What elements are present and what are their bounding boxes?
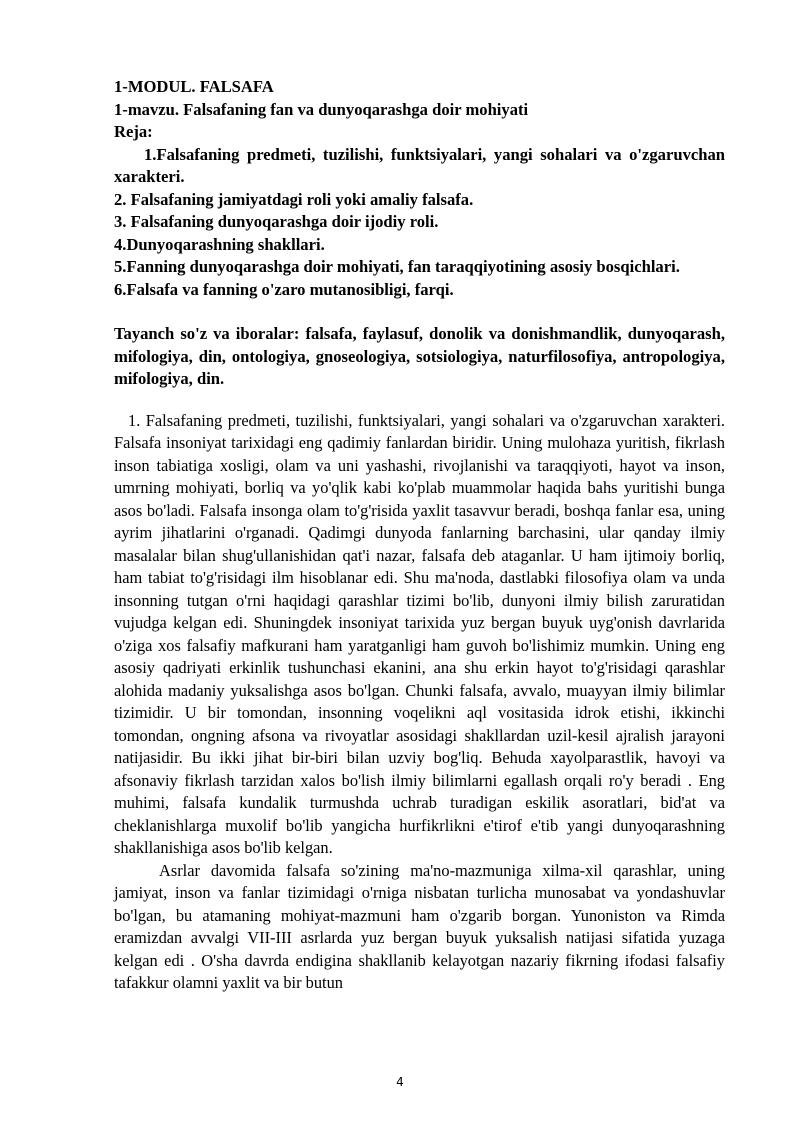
plan-item: 5.Fanning dunyoqarashga doir mohiyati, fan taraqqiyotining asosiy bosqichlari. bbox=[114, 257, 680, 276]
topic-title: 1-mavzu. Falsafaning fan va dunyoqarashga doir mohiyati bbox=[114, 99, 529, 119]
document-page bbox=[114, 76, 725, 995]
plan-item: 2. Falsafaning jamiyatdagi roli yoki amaliy falsafa. bbox=[114, 189, 474, 209]
plan-label: Reja: bbox=[114, 122, 153, 141]
body-paragraph: 1. Falsafaning predmeti, tuzilishi, funktsiyalari, yangi sohalari va o'zgaruvchan xarakteri. Falsafa insoniyat tarixidagi eng qadimiy fanlardan biridir. Uning mulohaza yuritish, fikrlash inson tabiatiga xosligi, olam va uni yashashi, rivojlanishi va taraqqiyoti, hayot va inson, umrning mohiyati, borliq va yo'qlik kabi ko'plab muammolar haqida bahs yuritishi bunga asos bo'ladi. Falsafa insonga olam to'g'risida yaxlit tasavvur beradi, boshqa fanlar esa, uning ayrim jihatlarini o'rganadi. Qadimgi dunyoda fanlarning barchasini, ular qanday ilmiy masalalar bilan shug'ullanishidan qat'i nazar, falsafa deb ataganlar. U ham ijtimoiy borliq, ham tabiat to'g'risidagi ilm hisoblanar edi. Shu ma'noda, dastlabki filosofiya olam va unda insonning tutgan o'rni haqidagi qarashlar tizimi bo'lib, dunyoni ilmiy bilish zaruratidan vujudga kelgan edi. Shuningdek insoniyat tarixida yuz bergan buyuk uyg'onish davrlarida o'ziga xos falsafiy mafkurani ham yaratganligi ham guvoh bo'lishimiz mumkin. Uning eng asosiy qadriyati erkinlik tushunchasi ekanini, ana shu erkin hayot to'g'risidagi qarashlar alohida madaniy yuksalishga asos bo'lgan. Chunki falsafa, avvalo, muayyan ilmiy bilimlar tizimidir. U bir tomondan, insonning voqelikni aql vositasida idrok etishi, ikkinchi tomondan, ongning afsona va rivoyatlar asosidagi shakllardan uzil-kesil ajralish jarayoni natijasidir. Bu ikki jihat bir-biri bilan uzviy bog'liq. Behuda xayolparastlik, havoyi va afsonaviy fikrlash tarzidan xalos bo'lish ilmiy bilimlarni egallash orqali ro'y beradi . Eng muhimi, falsafa kundalik turmushda uchrab turadigan eskilik asoratlari, bid'at va cheklanishlarga muxolif bo'lib yangicha hurfikrlikni e'tirof e'tib yangi dunyoqarashning shakllanishiga asos bo'lib kelgan. bbox=[114, 410, 725, 857]
module-title: 1-MODUL. FALSAFA bbox=[114, 77, 274, 96]
plan-list bbox=[114, 144, 725, 302]
keywords-paragraph: Tayanch so'z va iboralar: falsafa, faylasuf, donolik va donishmandlik, dunyoqarash, mifologiya, din, ontologiya, gnoseologiya, sotsiologiya, naturfilosofiya, antropologiya, mifologiya, din. bbox=[114, 324, 725, 388]
plan-item: 4.Dunyoqarashning shakllari. bbox=[114, 234, 325, 254]
plan-item: 1.Falsafaning predmeti, tuzilishi, funktsiyalari, yangi sohalari va o'zgaruvchan xarakteri. bbox=[114, 144, 725, 186]
page-number: 4 bbox=[396, 1075, 404, 1089]
plan-item: 6.Falsafa va fanning o'zaro mutanosibligi, farqi. bbox=[114, 279, 454, 299]
body-paragraph: Asrlar davomida falsafa so'zining ma'no-mazmuniga xilma-xil qarashlar, uning jamiyat, inson va fanlar tizimidagi o'rniga nisbatan turlicha munosabat va yondashuvlar bo'lgan, bu atamaning mohiyat-mazmuni ham o'zgarib borgan. Yunoniston va Rimda eramizdan avvalgi VII-III asrlarda yuz bergan buyuk yuksalish natijasi sifatida yuzaga kelgan edi . O'sha davrda endigina shakllanib kelayotgan nazariy fikrning ifodasi falsafiy tafakkur olamni yaxlit va bir butun bbox=[114, 860, 725, 992]
plan-item: 3. Falsafaning dunyoqarashga doir ijodiy roli. bbox=[114, 212, 439, 231]
